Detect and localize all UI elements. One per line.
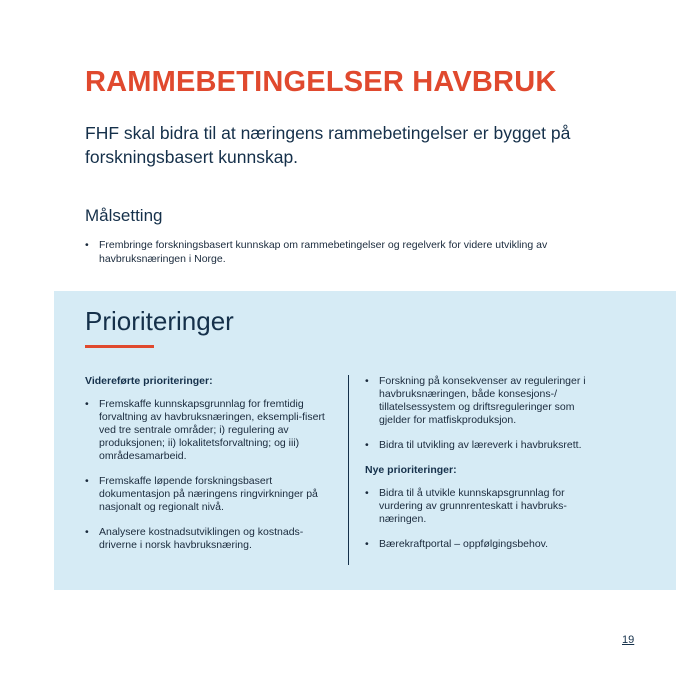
list-item: • Forskning på konsekvenser av reguleringer i havbruksnæringen, både konsesjons-/ tillatelsessystem og driftsreguleringer som gjelder for matfiskproduksjon. xyxy=(365,375,605,427)
lead-paragraph: FHF skal bidra til at næringens rammebetingelser er bygget på forskningsbasert kunnskap. xyxy=(85,123,571,167)
heading-underline xyxy=(85,345,154,348)
page-title: RAMMEBETINGELSER HAVBRUK xyxy=(85,66,557,98)
page-number: 19 xyxy=(622,634,635,646)
continued-priorities-list-cont xyxy=(365,375,605,452)
list-item: • Fremskaffe kunnskapsgrunnlag for fremtidig forvaltning av havbruksnæringen, eksempli-fisert ved tre sentrale områder; i) regulering av produksjonen; ii) lokalitetsforvaltning; og iii) områdesamarbeid. xyxy=(85,398,333,463)
list-item: • Fremskaffe løpende forskningsbasert dokumentasjon på næringens ringvirkninger på nasjonalt og regionalt nivå. xyxy=(85,475,333,514)
continued-priorities-heading: Videreførte prioriteringer: xyxy=(85,375,213,387)
priorities-heading: Prioriteringer xyxy=(85,306,234,336)
list-item: • Bidra til å utvikle kunnskapsgrunnlag for vurdering av grunnrenteskatt i havbruks-næringen. xyxy=(365,487,605,526)
list-item: • Bærekraftportal – oppfølgingsbehov. xyxy=(365,538,605,551)
new-priorities-heading: Nye prioriteringer: xyxy=(365,464,457,476)
goal-list xyxy=(85,238,605,266)
new-priorities-list xyxy=(365,487,605,551)
column-divider xyxy=(348,375,349,565)
list-item: • Analysere kostnadsutviklingen og kostnads-driverne i norsk havbruksnæring. xyxy=(85,526,333,552)
priorities-panel xyxy=(54,291,676,590)
goal-heading: Målsetting xyxy=(85,206,163,225)
continued-priorities-list xyxy=(85,398,333,552)
list-item: • Bidra til utvikling av læreverk i havbruksrett. xyxy=(365,439,605,452)
priorities-right-column xyxy=(365,375,605,563)
priorities-left-column xyxy=(85,375,333,564)
list-item: • Frembringe forskningsbasert kunnskap om rammebetingelser og regelverk for videre utvikling av havbruksnæringen i Norge. xyxy=(85,238,605,266)
